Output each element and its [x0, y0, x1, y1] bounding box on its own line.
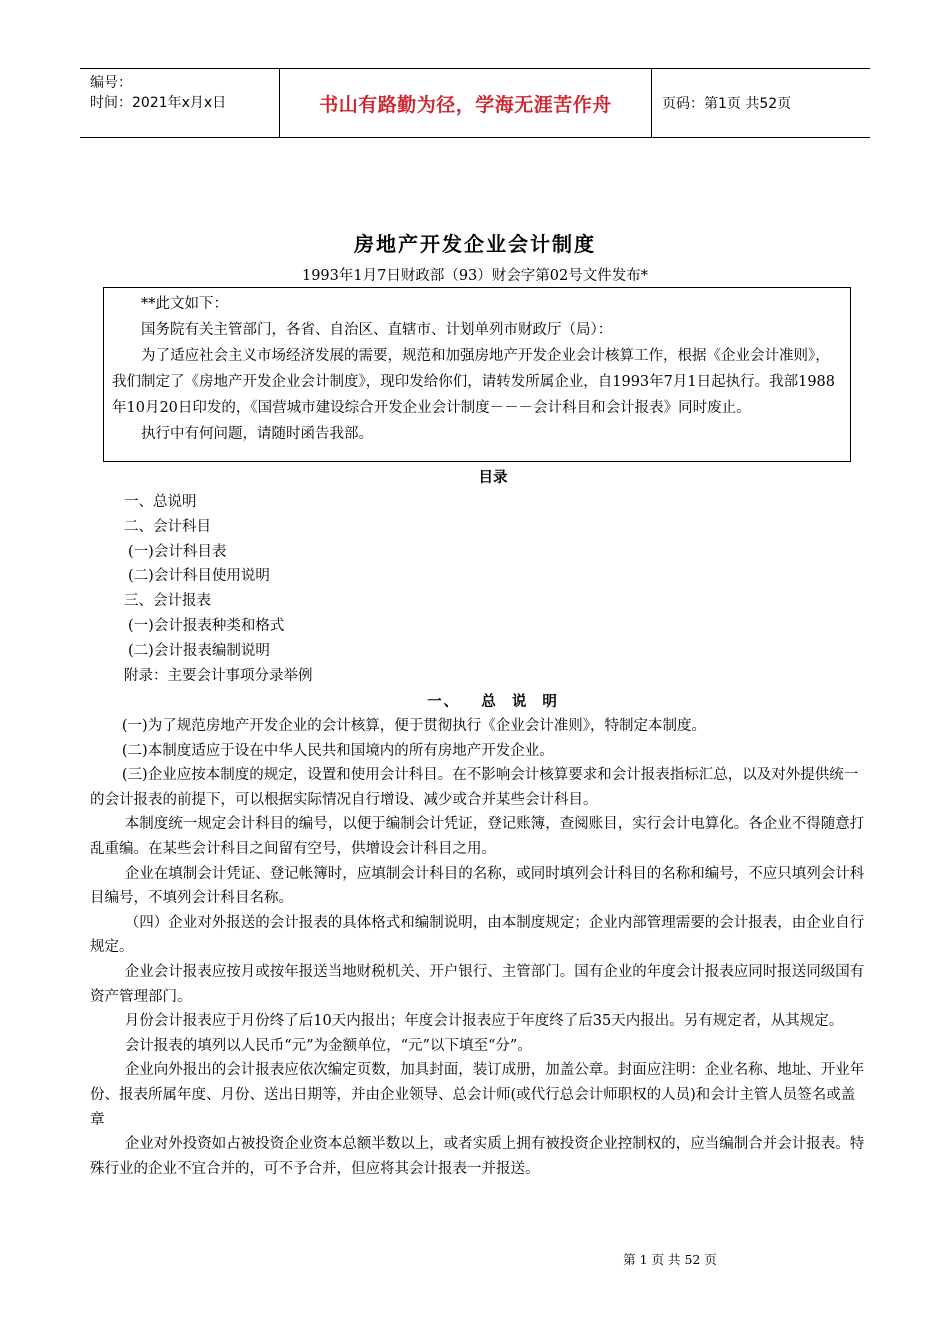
section-title: 一、 总 说 明: [427, 693, 559, 710]
toc-item: 附录：主要会计事项分录举例: [124, 667, 313, 684]
page-footer: 第 1 页 共 52 页: [623, 1252, 717, 1267]
toc-title: 目录: [478, 470, 508, 486]
toc-item: (一)会计科目表: [128, 543, 227, 560]
notice-paragraph: 为了适应社会主义市场经济发展的需要，规范和加强房地产开发企业会计核算工作，根据《企业会计准则》，我们制定了《房地产开发企业会计制度》，现印发给你们，请转发所属企业，自1993年7月1日起执行。我部1988年10月20日印发的，《国营城市建设综合开发企业会计制度－－－会计科目和会计报表》同时废止。: [112, 348, 835, 416]
body-paragraph: (一)为了规范房地产开发企业的会计核算，便于贯彻执行《企业会计准则》，特制定本制度。: [121, 718, 706, 734]
document-subtitle: 1993年1月7日财政部（93）财会字第02号文件发布*: [301, 268, 648, 284]
page-info: 页码：第1页 共52页: [662, 96, 792, 112]
motto: 书山有路勤为径，学海无涯苦作舟: [280, 69, 652, 137]
toc-item: 三、会计报表: [124, 593, 211, 610]
notice-paragraph: 国务院有关主管部门，各省、自治区、直辖市、计划单列市财政厅（局）：: [141, 322, 613, 338]
toc-item: (一)会计报表种类和格式: [128, 617, 285, 634]
body-paragraph: 企业会计报表应按月或按年报送当地财税机关、开户银行、主管部门。国有企业的年度会计报表应同时报送同级国有资产管理部门。: [90, 963, 865, 1005]
toc-item: (二)会计报表编制说明: [128, 642, 270, 659]
body-paragraph: 会计报表的填列以人民币“元”为金额单位，“元”以下填至“分”。: [124, 1037, 532, 1054]
number-label: 编号：: [90, 75, 132, 91]
toc-item: (二)会计科目使用说明: [128, 568, 270, 585]
document-title: 房地产开发企业会计制度: [354, 232, 596, 256]
body-paragraph: （四）企业对外报送的会计报表的具体格式和编制说明，由本制度规定；企业内部管理需要的会计报表，由企业自行规定。: [90, 914, 865, 956]
body-text: [90, 714, 865, 1181]
notice-paragraph: 执行中有何问题，请随时函告我部。: [141, 426, 373, 442]
table-of-contents: [124, 490, 313, 688]
body-paragraph: 本制度统一规定会计科目的编号，以便于编制会计凭证，登记账簿，查阅账目，实行会计电算化。各企业不得随意打乱重编。在某些会计科目之间留有空号，供增设会计科目之用。: [90, 816, 865, 857]
body-paragraph: (三)企业应按本制度的规定，设置和使用会计科目。在不影响会计核算要求和会计报表指标汇总，以及对外提供统一的会计报表的前提下，可以根据实际情况自行增设、减少或合并某些会计科目。: [90, 767, 859, 808]
header-table: [80, 68, 870, 138]
toc-item: 二、会计科目: [124, 518, 211, 535]
body-paragraph: 企业在填制会计凭证、登记帐簿时，应填制会计科目的名称，或同时填列会计科目的名称和编号，不应只填列会计科目编号，不填列会计科目名称。: [90, 865, 865, 907]
body-paragraph: (二)本制度适应于设在中华人民共和国境内的所有房地产开发企业。: [121, 742, 554, 759]
body-paragraph: 月份会计报表应于月份终了后10天内报出；年度会计报表应于年度终了后35天内报出。另有规定者，从其规定。: [124, 1013, 844, 1030]
toc-item: 一、总说明: [124, 494, 197, 510]
body-paragraph: 企业对外投资如占被投资企业资本总额半数以上，或者实质上拥有被投资企业控制权的，应当编制合并会计报表。特殊行业的企业不宜合并的，可不予合并，但应将其会计报表一并报送。: [90, 1136, 865, 1177]
header-left-cell: [80, 69, 280, 137]
notice-paragraph: **此文如下：: [141, 296, 228, 312]
time-label: 时间：2021年x月x日: [90, 95, 227, 111]
notice-box: [103, 287, 851, 462]
body-paragraph: 企业向外报出的会计报表应依次编定页数，加具封面，装订成册，加盖公章。封面应注明：企业名称、地址、开业年份、报表所属年度、月份、送出日期等，并由企业领导、总会计师(或代行总会计师职权的人员)和会计主管人员签名或盖章: [90, 1062, 865, 1128]
